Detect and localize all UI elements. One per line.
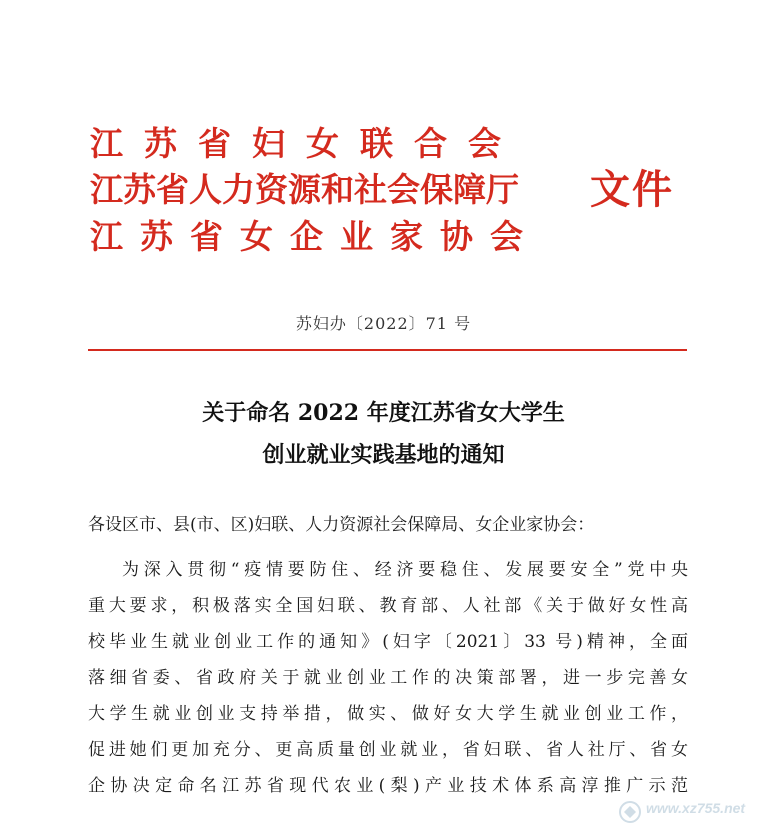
org-name-hr-social-security: 江苏省人力资源和社会保障厅 — [90, 170, 519, 209]
paragraph-line: 为深入贯彻“疫情要防住、经济要稳住、发展要安全”党中央 — [122, 560, 688, 580]
watermark-text: www.xz755.net — [646, 800, 746, 816]
red-divider — [88, 349, 687, 351]
document-number: 苏妇办〔2022〕71 号 — [295, 314, 472, 333]
paragraph-line: 促进她们更加充分、更高质量创业就业，省妇联、省人社厅、省女 — [88, 740, 688, 760]
paragraph-line: 大学生就业创业支持举措，做实、做好女大学生就业创业工作， — [88, 704, 688, 724]
paragraph-line: 重大要求，积极落实全国妇联、教育部、人社部《关于做好女性高 — [88, 596, 688, 616]
salutation: 各设区市、县(市、区)妇联、人力资源社会保障局、女企业家协会： — [88, 515, 595, 535]
paragraph-line: 落细省委、省政府关于就业创业工作的决策部署，进一步完善女 — [88, 668, 688, 688]
document-title — [0, 392, 767, 476]
title-line-2: 创业就业实践基地的通知 — [262, 442, 505, 468]
body-paragraph — [88, 552, 688, 804]
org-name-women-entrepreneurs: 江苏省女企业家协会 — [90, 217, 540, 256]
paragraph-line: 校毕业生就业创业工作的通知》(妇字〔2021〕33 号)精神，全面 — [88, 632, 688, 652]
site-logo-icon — [618, 800, 644, 824]
document-header — [90, 124, 690, 264]
org-name-women-federation: 江苏省妇女联合会 — [90, 124, 522, 163]
document-label: 文件 — [590, 166, 674, 213]
paragraph-line: 企协决定命名江苏省现代农业(梨)产业技术体系高淳推广示范 — [88, 776, 688, 796]
title-line-1: 关于命名 2022 年度江苏省女大学生 — [202, 400, 565, 426]
site-watermark — [618, 798, 758, 828]
